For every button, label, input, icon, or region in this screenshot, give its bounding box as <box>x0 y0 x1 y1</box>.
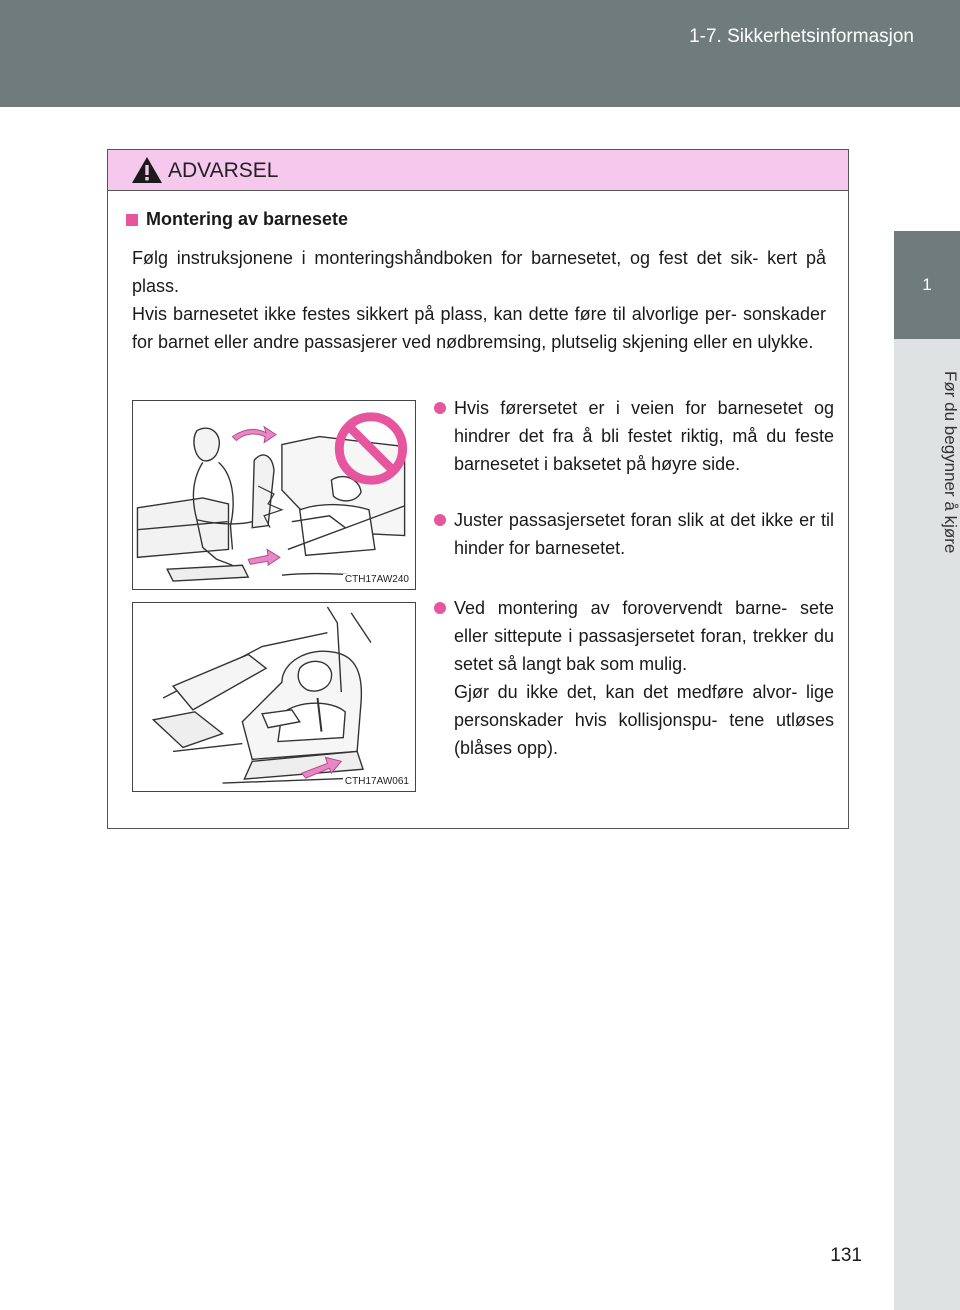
section-title-text: Montering av barnesete <box>146 209 349 229</box>
section-title <box>126 209 348 230</box>
round-bullet-icon <box>434 514 446 526</box>
side-tab-number: 1 <box>922 275 932 294</box>
warning-header <box>108 150 848 191</box>
header-title: 1-7. Sikkerhetsinformasjon <box>689 26 914 47</box>
paragraph-1: Følg instruksjonene i monteringshåndboken for barnesetet, og fest det sik- kert på plass. <box>132 248 826 296</box>
illustration-code: CTH17AW240 <box>344 574 409 585</box>
warning-triangle-icon <box>130 155 164 185</box>
seat-illustration-svg-2 <box>133 603 415 791</box>
square-bullet-icon <box>126 214 138 226</box>
seat-illustration-svg <box>133 401 415 589</box>
illustration-driver-seat <box>132 400 416 590</box>
warning-box <box>107 149 849 829</box>
bullet-text-continued: Gjør du ikke det, kan det medføre alvor- lige personskader hvis kollisjonspu- tene utløses (blåses opp). <box>454 682 834 758</box>
side-tab <box>894 231 960 339</box>
bullet-item <box>434 506 834 562</box>
illustration-code: CTH17AW061 <box>344 776 409 787</box>
round-bullet-icon <box>434 602 446 614</box>
bullet-item <box>434 394 834 478</box>
bullet-text: Juster passasjersetet foran slik at det ikke er til hinder for barnesetet. <box>454 510 834 558</box>
bullet-text: Hvis førersetet er i veien for barnesetet og hindrer det fra å bli festet riktig, må du feste barnesetet i baksetet på høyre side. <box>454 398 834 474</box>
warning-label: ADVARSEL <box>168 159 279 182</box>
side-tab-label: Før du begynner å kjøre <box>941 370 960 554</box>
illustration-forward-seat <box>132 602 416 792</box>
bullet-item <box>434 594 834 762</box>
round-bullet-icon <box>434 402 446 414</box>
paragraph-2: Hvis barnesetet ikke festes sikkert på plass, kan dette føre til alvorlige per- sonskader for barnet eller andre passasjerer ved nødbremsing, plutselig skjening eller en ulykke. <box>132 304 826 352</box>
page-number: 131 <box>830 1245 862 1266</box>
header-bar <box>0 0 960 107</box>
bullet-text: Ved montering av forovervendt barne- sete eller sittepute i passasjersetet foran, trekker du setet så langt bak som mulig. <box>454 598 834 674</box>
